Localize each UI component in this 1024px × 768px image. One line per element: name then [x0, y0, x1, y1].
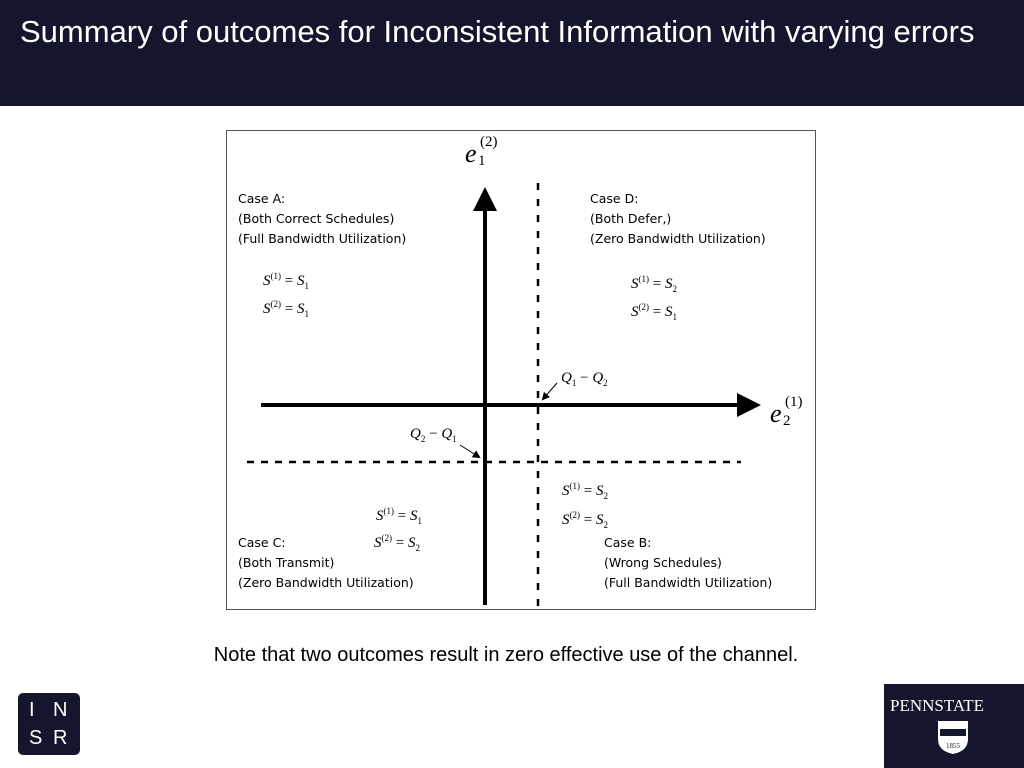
q1-minus-q2-label: $Q_1 - Q_2$	[561, 370, 608, 388]
svg-text:1855: 1855	[946, 742, 960, 750]
case-a-s2-equation: $S^{(2)} = S_1$	[263, 299, 309, 319]
horizontal-axis-label: e (1) 2	[770, 394, 803, 429]
case-b-description: Case B: (Wrong Schedules) (Full Bandwidth Utilization)	[604, 535, 773, 590]
q2-q1-pointer	[460, 445, 479, 457]
case-d-description: Case D: (Both Defer,) (Zero Bandwidth Utilization)	[590, 191, 766, 246]
slide-title: Summary of outcomes for Inconsistent Information with varying errors	[20, 14, 975, 49]
case-a-s1-equation: $S^{(1)} = S_1$	[263, 271, 309, 291]
case-b-s1-equation: $S^{(1)} = S_2$	[562, 481, 608, 501]
case-b-s2-equation: $S^{(2)} = S_2$	[562, 510, 608, 530]
title-bar	[0, 0, 1024, 106]
shield-icon	[936, 719, 970, 755]
q2-minus-q1-label: $Q_2 - Q_1$	[410, 426, 457, 444]
vertical-axis-label: e (2) 1	[465, 134, 498, 169]
case-d-s1-equation: $S^{(1)} = S_2$	[631, 274, 677, 294]
case-c-description: Case C: (Both Transmit) (Zero Bandwidth Utilization)	[238, 535, 414, 590]
outcome-diagram	[226, 130, 816, 610]
case-c-s1-equation: $S^{(1)} = S_1$	[376, 506, 422, 526]
insr-logo: I N S R	[18, 693, 80, 755]
footnote: Note that two outcomes result in zero effective use of the channel.	[213, 644, 799, 666]
case-a-description: Case A: (Both Correct Schedules) (Full Bandwidth Utilization)	[238, 191, 407, 246]
q1-q2-pointer	[543, 383, 557, 399]
pennstate-logo: PENNSTATE 1855	[884, 684, 1024, 768]
case-c-s2-equation: $S^{(2)} = S_2$	[374, 533, 420, 553]
case-d-s2-equation: $S^{(2)} = S_1$	[631, 302, 677, 322]
